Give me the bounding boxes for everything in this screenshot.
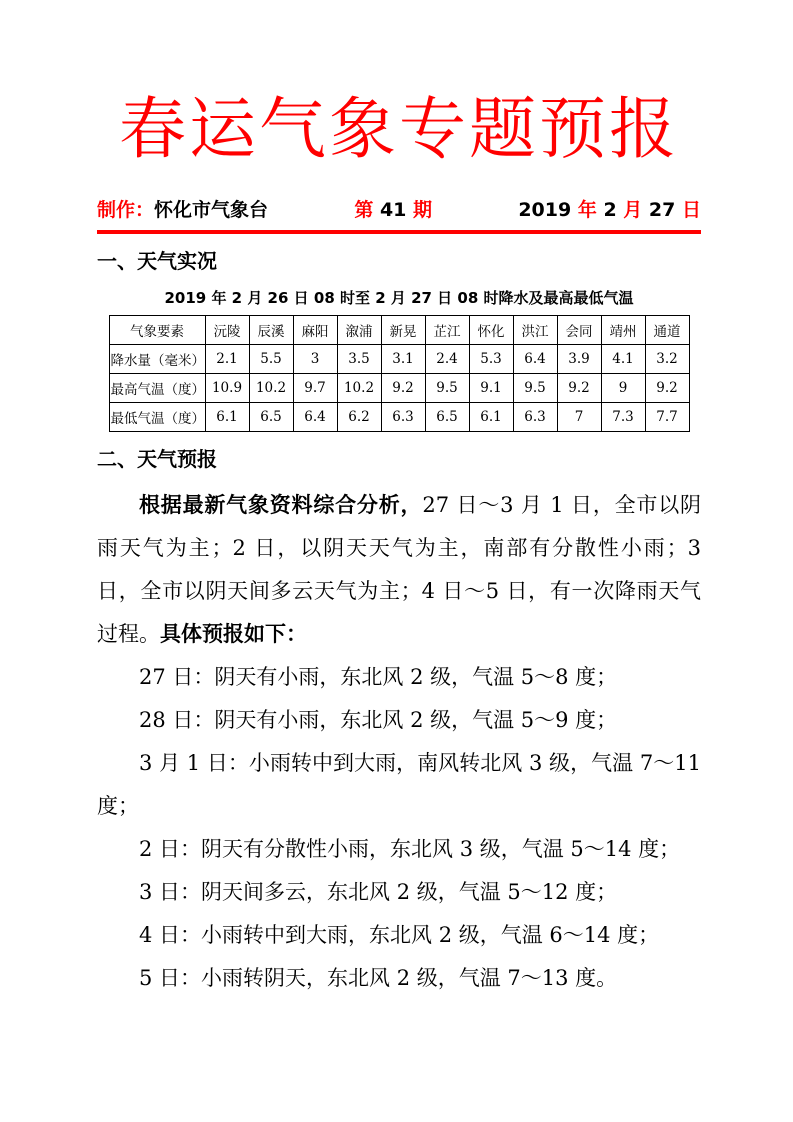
- forecast-line-mar1: 3 月 1 日：小雨转中到大雨，南风转北风 3 级，气温 7～11 度；: [97, 751, 701, 819]
- data-cell: 6.4: [293, 403, 337, 432]
- summary-lead-bold: 根据最新气象资料综合分析，: [139, 493, 423, 518]
- document-page: [97, 0, 701, 1000]
- data-cell: 2.1: [205, 345, 249, 374]
- data-cell: 6.3: [513, 403, 557, 432]
- data-cell: 9.7: [293, 374, 337, 403]
- issue-number: [354, 195, 432, 222]
- summary-tail-bold: 具体预报如下：: [160, 622, 307, 647]
- issue-date: [518, 195, 701, 222]
- data-cell: 9.1: [469, 374, 513, 403]
- forecast-line-day3: 3 日：阴天间多云，东北风 2 级，气温 5～12 度；: [139, 880, 618, 905]
- station-header: 沅陵: [205, 316, 249, 345]
- station-header: 麻阳: [293, 316, 337, 345]
- data-cell: 10.2: [337, 374, 381, 403]
- date-year: 2019: [518, 199, 572, 222]
- producer-name: 怀化市气象台: [154, 199, 269, 222]
- data-cell: 3.1: [381, 345, 425, 374]
- data-cell: 7.3: [601, 403, 645, 432]
- row-label: 降水量（毫米）: [109, 345, 205, 374]
- date-day-unit: 日: [675, 199, 701, 222]
- forecast-line-day27: 27 日：阴天有小雨，东北风 2 级，气温 5～8 度；: [139, 665, 618, 690]
- date-year-unit: 年: [571, 199, 604, 222]
- station-header: 通道: [645, 316, 689, 345]
- data-cell: 6.5: [425, 403, 469, 432]
- data-cell: 9.2: [381, 374, 425, 403]
- station-header: 芷江: [425, 316, 469, 345]
- station-header: 洪江: [513, 316, 557, 345]
- row-label: 最低气温（度）: [109, 403, 205, 432]
- data-cell: 3.9: [557, 345, 601, 374]
- issue-prefix: 第: [354, 199, 380, 222]
- data-cell: 9.2: [645, 374, 689, 403]
- date-month: 2: [603, 199, 617, 222]
- data-cell: 9.2: [557, 374, 601, 403]
- table-row-min-temp: [109, 403, 689, 432]
- forecast-line-day4: 4 日：小雨转中到大雨，东北风 2 级，气温 6～14 度；: [139, 923, 660, 948]
- byline-label: 制作：: [97, 199, 155, 222]
- data-cell: 5.5: [249, 345, 293, 374]
- data-cell: 9.5: [425, 374, 469, 403]
- date-month-unit: 月: [616, 199, 649, 222]
- document-title: 春运气象专题预报: [119, 90, 679, 168]
- byline-producer: [97, 195, 268, 222]
- table-corner-cell: 气象要素: [109, 316, 205, 345]
- data-cell: 10.2: [249, 374, 293, 403]
- data-cell: 6.3: [381, 403, 425, 432]
- weather-table-title: 2019 年 2 月 26 日 08 时至 2 月 27 日 08 时降水及最高最低气温: [164, 289, 634, 308]
- data-cell: 9.5: [513, 374, 557, 403]
- forecast-line-day5: 5 日：小雨转阴天，东北风 2 级，气温 7～13 度。: [139, 966, 618, 991]
- data-cell: 6.1: [469, 403, 513, 432]
- data-cell: 3: [293, 345, 337, 374]
- table-row-max-temp: [109, 374, 689, 403]
- section-heading-actual-weather: 一、天气实况: [97, 249, 217, 274]
- section-heading-forecast: 二、天气预报: [97, 447, 217, 472]
- table-header-row: [109, 316, 689, 345]
- row-label: 最高气温（度）: [109, 374, 205, 403]
- data-cell: 6.5: [249, 403, 293, 432]
- data-cell: 3.2: [645, 345, 689, 374]
- station-header: 新晃: [381, 316, 425, 345]
- data-cell: 4.1: [601, 345, 645, 374]
- data-cell: 3.5: [337, 345, 381, 374]
- data-cell: 6.1: [205, 403, 249, 432]
- data-cell: 7.7: [645, 403, 689, 432]
- data-cell: 5.3: [469, 345, 513, 374]
- station-header: 溆浦: [337, 316, 381, 345]
- byline-row: [97, 195, 701, 234]
- table-row-precipitation: [109, 345, 689, 374]
- weather-observation-table: [109, 315, 690, 432]
- issue-value: 41: [379, 199, 407, 222]
- data-cell: 9: [601, 374, 645, 403]
- station-header: 辰溪: [249, 316, 293, 345]
- station-header: 怀化: [469, 316, 513, 345]
- station-header: 会同: [557, 316, 601, 345]
- summary-text: 27 日～3 月 1 日，全市以阴雨天气为主；2 日，以阴天天气为主，南部有分散性小雨；3 日，全市以阴天间多云天气为主；4 日～5 日，有一次降雨天气过程。: [97, 493, 701, 647]
- station-header: 靖州: [601, 316, 645, 345]
- data-cell: 2.4: [425, 345, 469, 374]
- data-cell: 6.2: [337, 403, 381, 432]
- data-cell: 10.9: [205, 374, 249, 403]
- data-cell: 6.4: [513, 345, 557, 374]
- issue-suffix: 期: [406, 199, 433, 222]
- data-cell: 7: [557, 403, 601, 432]
- forecast-summary-paragraph: [97, 484, 701, 656]
- forecast-line-day2: 2 日：阴天有分散性小雨，东北风 3 级，气温 5～14 度；: [139, 837, 681, 862]
- date-day: 27: [648, 199, 676, 222]
- forecast-line-day28: 28 日：阴天有小雨，东北风 2 级，气温 5～9 度；: [139, 708, 618, 733]
